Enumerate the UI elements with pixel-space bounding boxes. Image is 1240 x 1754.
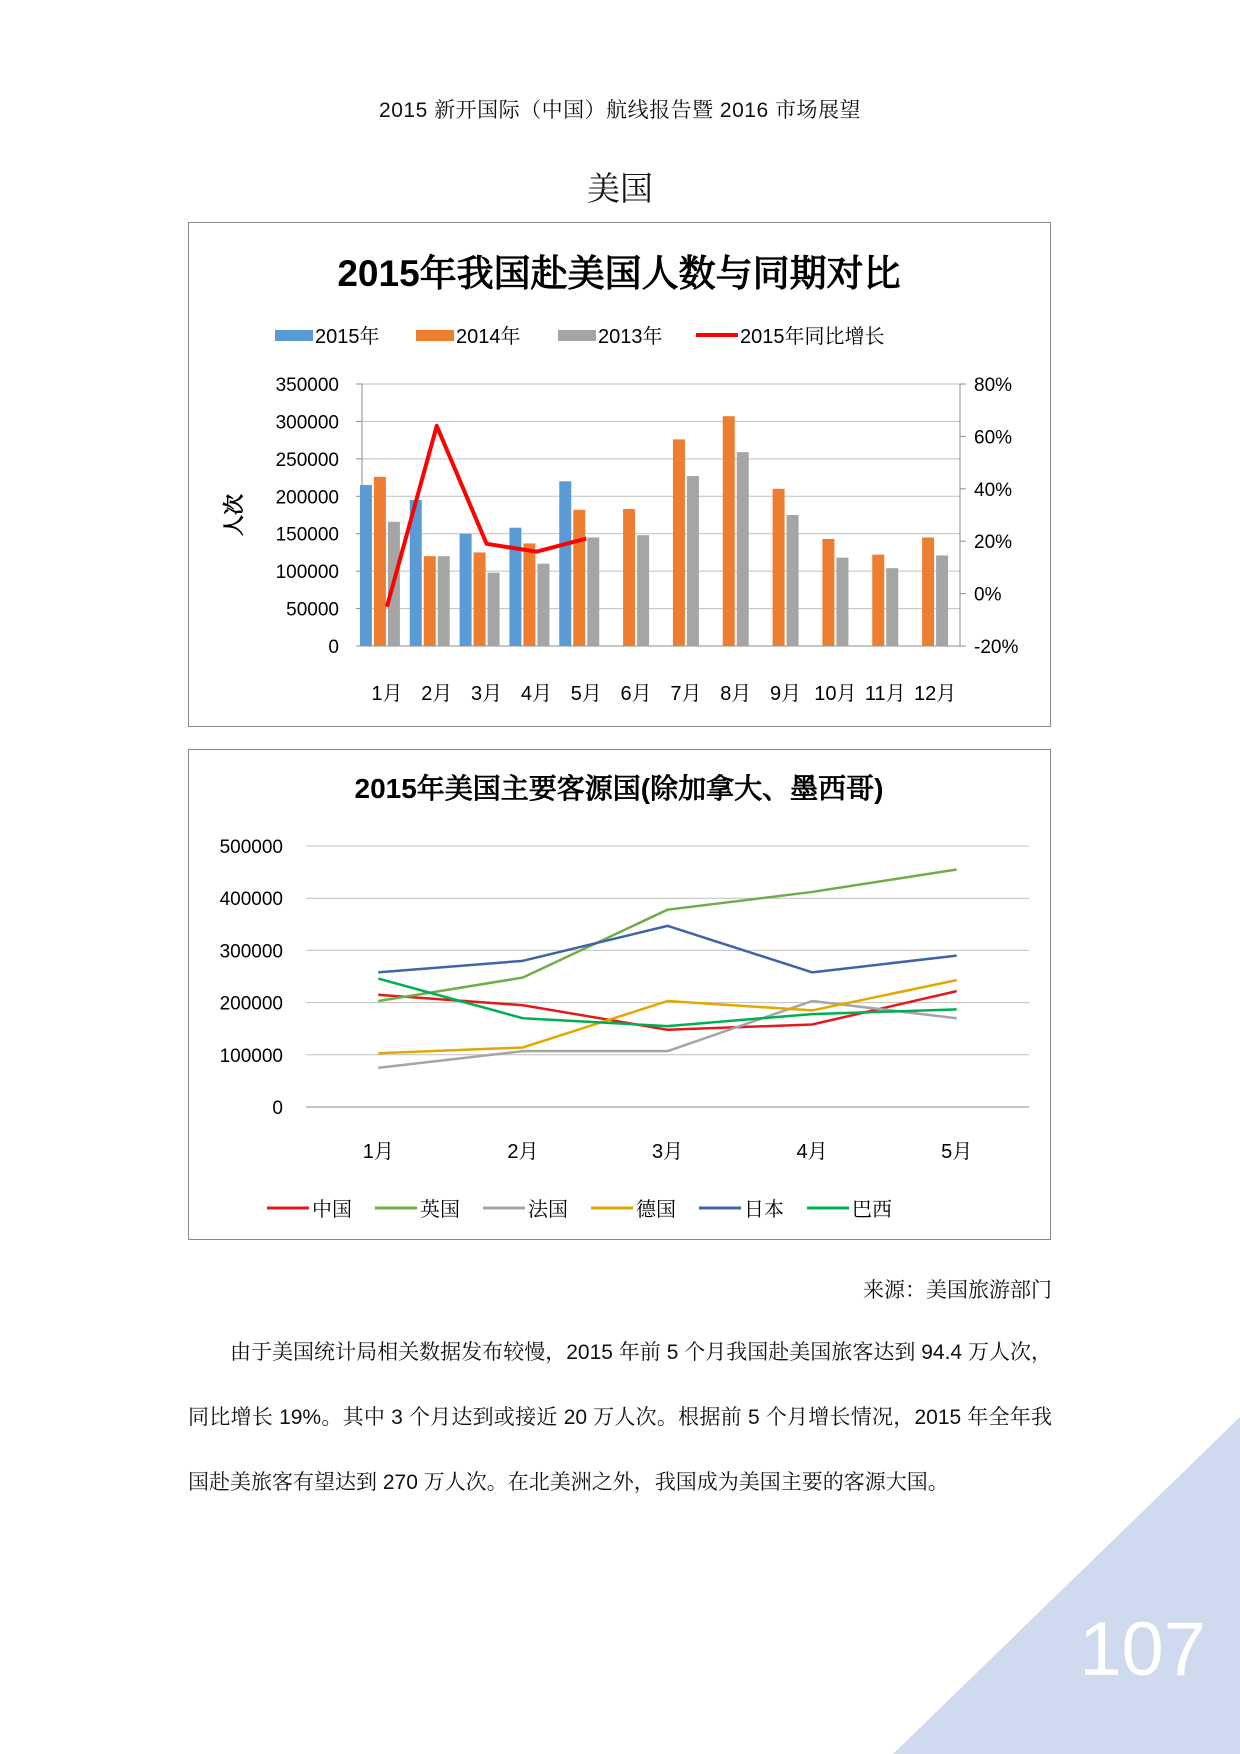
x-tick-label: 2月 — [421, 683, 453, 705]
chart-title: 2015年美国主要客源国(除加拿大、墨西哥) — [354, 773, 884, 804]
line-日本 — [378, 926, 956, 972]
chart-visitors-comparison — [188, 222, 1051, 727]
y-tick-label: 250000 — [275, 449, 339, 471]
y-tick-label: 100000 — [219, 1045, 283, 1067]
bar-2013年 — [438, 556, 450, 646]
y-tick-label: 500000 — [219, 837, 283, 858]
page-header: 2015 新开国际（中国）航线报告暨 2016 市场展望 — [379, 99, 861, 122]
body-paragraph — [188, 1320, 1052, 1515]
legend-label: 2015年 — [315, 326, 380, 348]
chart-visitors-svg — [189, 223, 1049, 725]
x-tick-label: 11月 — [864, 683, 906, 705]
x-tick-label: 5月 — [570, 683, 602, 705]
y-tick-label: 200000 — [219, 993, 283, 1015]
bar-2013年 — [936, 555, 948, 646]
legend-label: 法国 — [528, 1199, 568, 1221]
page-number: 107 — [1079, 1607, 1206, 1692]
bar-2013年 — [587, 537, 599, 646]
y-tick-label: 0 — [272, 1098, 283, 1119]
x-tick-label: 1月 — [362, 1141, 394, 1163]
bar-2014年 — [723, 416, 735, 646]
y-tick-label: 50000 — [286, 599, 339, 621]
y2-tick-label: 40% — [974, 479, 1013, 501]
legend-label: 日本 — [744, 1199, 784, 1221]
bar-2013年 — [787, 515, 799, 646]
legend-label: 中国 — [312, 1199, 352, 1221]
bar-2014年 — [623, 509, 635, 646]
x-tick-label: 3月 — [651, 1141, 684, 1163]
y2-tick-label: -20% — [974, 637, 1019, 658]
bar-2014年 — [523, 543, 535, 646]
line-中国 — [378, 991, 956, 1030]
legend-label: 2013年 — [598, 326, 663, 348]
x-tick-label: 2月 — [507, 1141, 539, 1163]
legend-swatch — [558, 330, 596, 341]
line-德国 — [378, 980, 956, 1053]
x-tick-label: 1月 — [371, 683, 403, 705]
bar-2014年 — [822, 539, 834, 646]
legend-label: 巴西 — [852, 1199, 892, 1221]
chart-title: 2015年我国赴美国人数与同期对比 — [337, 253, 901, 294]
x-tick-label: 4月 — [796, 1141, 828, 1163]
bar-2014年 — [872, 555, 884, 646]
legend-label: 2014年 — [456, 326, 521, 348]
section-title: 美国 — [587, 170, 653, 207]
x-tick-label: 6月 — [620, 683, 652, 705]
bar-2013年 — [488, 573, 500, 646]
y-tick-label: 400000 — [219, 889, 283, 911]
body-paragraph-text: 由于美国统计局相关数据发布较慢，2015 年前 5 个月我国赴美国旅客达到 94.4 万人次，同比增长 19%。其中 3 个月达到或接近 20 万人次。根据前 5 个月增长情况，2015 年全年我国赴美旅客有望达到 270 万人次。在北美洲之外，我国成为美国主要的客源大国。 — [188, 1341, 1052, 1494]
bar-2013年 — [836, 558, 848, 646]
bar-2013年 — [886, 568, 898, 646]
bar-2014年 — [474, 552, 486, 646]
bar-2013年 — [537, 564, 549, 646]
legend-label: 2015年同比增长 — [740, 326, 885, 348]
chart-source-countries — [188, 749, 1051, 1240]
y-tick-label: 200000 — [275, 487, 339, 509]
legend-label: 英国 — [420, 1199, 460, 1221]
y-tick-label: 300000 — [275, 412, 339, 434]
x-tick-label: 12月 — [913, 683, 957, 705]
legend-swatch — [416, 330, 454, 341]
x-tick-label: 3月 — [471, 683, 503, 705]
y-tick-label: 100000 — [275, 562, 339, 584]
x-tick-label: 8月 — [720, 683, 752, 705]
x-tick-label: 7月 — [670, 683, 702, 705]
bar-2013年 — [737, 452, 749, 646]
x-tick-label: 4月 — [520, 683, 552, 705]
bar-2015年 — [559, 481, 571, 646]
bar-2014年 — [424, 556, 436, 646]
y-tick-label: 300000 — [219, 941, 283, 963]
y-tick-label: 350000 — [275, 375, 339, 396]
y2-tick-label: 20% — [974, 532, 1013, 554]
y2-tick-label: 0% — [974, 584, 1002, 606]
x-tick-label: 9月 — [770, 683, 802, 705]
bar-2015年 — [360, 485, 372, 646]
bar-2015年 — [509, 528, 521, 646]
bar-2014年 — [374, 477, 386, 646]
source-note: 来源：美国旅游部门 — [863, 1279, 1052, 1302]
bar-2014年 — [673, 439, 685, 646]
bar-2014年 — [922, 537, 934, 646]
legend-label: 德国 — [636, 1199, 676, 1221]
y2-tick-label: 60% — [974, 427, 1013, 449]
x-tick-label: 5月 — [941, 1141, 973, 1163]
x-tick-label: 10月 — [814, 683, 857, 705]
line-英国 — [378, 869, 956, 1001]
y-tick-label: 150000 — [275, 524, 339, 546]
bar-2013年 — [637, 535, 649, 646]
y-tick-label: 0 — [328, 637, 339, 658]
chart-source-countries-svg — [189, 750, 1049, 1238]
y-axis-label: 人次 — [223, 494, 246, 536]
bar-2014年 — [573, 510, 585, 646]
bar-2015年 — [460, 534, 472, 646]
y2-tick-label: 80% — [974, 375, 1013, 396]
bar-2013年 — [687, 476, 699, 646]
legend-swatch — [275, 330, 313, 341]
bar-2014年 — [773, 489, 785, 646]
